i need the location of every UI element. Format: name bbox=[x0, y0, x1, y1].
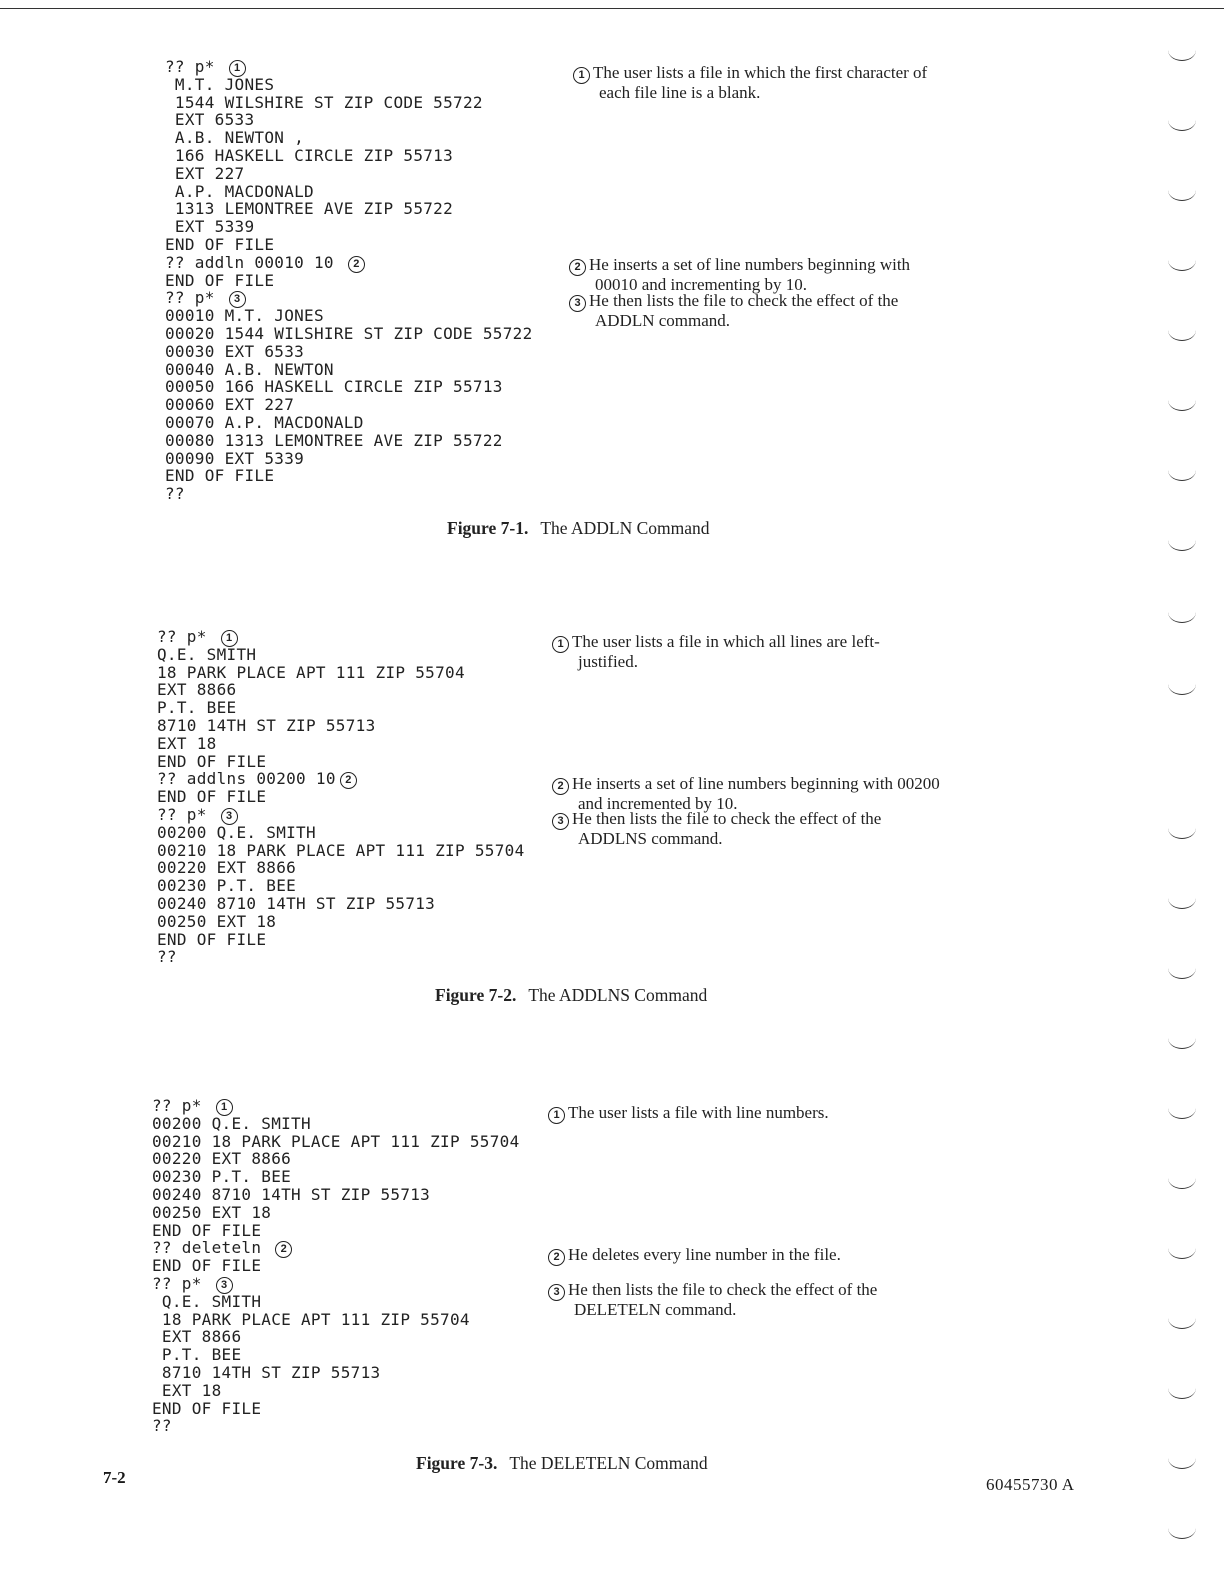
binding-mark bbox=[1168, 468, 1196, 481]
callout-number-badge: 2 bbox=[548, 1249, 565, 1266]
terminal-line bbox=[157, 788, 525, 806]
terminal-line bbox=[152, 1257, 520, 1275]
binding-mark bbox=[1168, 966, 1196, 979]
terminal-listing bbox=[165, 58, 533, 503]
terminal-line bbox=[165, 218, 533, 236]
binding-mark bbox=[1168, 118, 1196, 131]
terminal-line-text: ?? p* bbox=[157, 804, 217, 824]
terminal-line-text: ?? p* bbox=[157, 627, 217, 646]
terminal-line-text: EXT 5339 bbox=[165, 217, 255, 237]
terminal-line bbox=[152, 1168, 520, 1186]
binding-mark bbox=[1168, 1386, 1196, 1399]
terminal-line bbox=[152, 1115, 520, 1133]
terminal-line bbox=[157, 735, 525, 753]
terminal-line bbox=[157, 842, 525, 860]
terminal-line bbox=[165, 307, 533, 325]
callout-number-badge: 1 bbox=[221, 630, 238, 647]
terminal-line bbox=[165, 236, 533, 254]
callout-note-line bbox=[548, 1104, 1048, 1124]
callout-note-text: He deletes every line number in the file. bbox=[568, 1245, 841, 1264]
callout-note-text: justified. bbox=[578, 652, 638, 671]
terminal-line bbox=[157, 628, 525, 646]
terminal-line-text: 00230 P.T. BEE bbox=[152, 1167, 292, 1187]
callout-note-line bbox=[569, 312, 1069, 329]
terminal-line-text: ?? p* bbox=[165, 288, 225, 308]
binding-mark bbox=[1168, 896, 1196, 909]
terminal-line-text: EXT 227 bbox=[165, 163, 245, 183]
binding-mark bbox=[1168, 610, 1196, 623]
terminal-line-text: 00070 A.P. MACDONALD bbox=[165, 412, 364, 432]
terminal-line bbox=[152, 1097, 520, 1115]
terminal-line-text: 00210 18 PARK PLACE APT 111 ZIP 55704 bbox=[157, 840, 525, 860]
binding-mark bbox=[1168, 1176, 1196, 1189]
terminal-line-text: 00220 EXT 8866 bbox=[157, 858, 297, 878]
page-top-rule bbox=[0, 8, 1224, 9]
binding-mark bbox=[1168, 328, 1196, 341]
terminal-line bbox=[165, 165, 533, 183]
terminal-line bbox=[152, 1311, 520, 1329]
binding-mark bbox=[1168, 398, 1196, 411]
terminal-line-text: ?? addln 00010 10 bbox=[165, 252, 344, 272]
terminal-line bbox=[152, 1382, 520, 1400]
terminal-line bbox=[165, 129, 533, 147]
callout-note-text: He inserts a set of line numbers beginning with 00200 bbox=[572, 774, 940, 793]
callout-number-badge: 1 bbox=[573, 67, 590, 84]
terminal-line-text: ?? p* bbox=[165, 57, 225, 76]
binding-mark bbox=[1168, 1036, 1196, 1049]
callout-note-1 bbox=[552, 633, 1052, 670]
terminal-line-text: 00200 Q.E. SMITH bbox=[152, 1113, 311, 1133]
figure-caption-number: Figure 7-1. bbox=[447, 518, 529, 538]
terminal-line bbox=[157, 753, 525, 771]
callout-number-badge: 2 bbox=[552, 778, 569, 795]
callout-note-3 bbox=[569, 292, 1069, 329]
terminal-line-text: ?? bbox=[165, 484, 185, 504]
terminal-line-text: 00250 EXT 18 bbox=[152, 1202, 272, 1222]
callout-note-line bbox=[552, 830, 1052, 847]
binding-mark bbox=[1168, 1526, 1196, 1539]
callout-note-line bbox=[569, 256, 1069, 276]
terminal-line-text: 00250 EXT 18 bbox=[157, 911, 277, 931]
terminal-line-text: 8710 14TH ST ZIP 55713 bbox=[152, 1362, 381, 1382]
terminal-line-text: EXT 18 bbox=[157, 733, 217, 753]
terminal-line bbox=[157, 806, 525, 824]
binding-mark bbox=[1168, 538, 1196, 551]
terminal-line bbox=[152, 1239, 520, 1257]
terminal-line bbox=[152, 1186, 520, 1204]
terminal-line-text: EXT 8866 bbox=[152, 1327, 242, 1347]
terminal-line bbox=[165, 289, 533, 307]
callout-note-text: each file line is a blank. bbox=[599, 83, 761, 102]
terminal-line-text: END OF FILE bbox=[152, 1256, 262, 1276]
terminal-line bbox=[152, 1275, 520, 1293]
callout-number-badge: 2 bbox=[348, 256, 365, 273]
binding-mark bbox=[1168, 1456, 1196, 1469]
binding-mark bbox=[1168, 682, 1196, 695]
terminal-line-text: END OF FILE bbox=[165, 234, 275, 254]
terminal-line bbox=[157, 664, 525, 682]
terminal-line bbox=[157, 859, 525, 877]
callout-note-line bbox=[573, 84, 1073, 101]
terminal-line bbox=[165, 432, 533, 450]
terminal-line-text: ?? deleteln bbox=[152, 1238, 272, 1258]
terminal-line-text: P.T. BEE bbox=[152, 1345, 242, 1365]
callout-number-badge: 3 bbox=[221, 808, 238, 825]
page-number: 7-2 bbox=[103, 1468, 126, 1487]
terminal-line bbox=[157, 948, 525, 966]
callout-number-badge: 2 bbox=[275, 1241, 292, 1258]
callout-note-line bbox=[548, 1281, 1048, 1301]
terminal-line-text: 1544 WILSHIRE ST ZIP CODE 55722 bbox=[165, 92, 483, 112]
callout-note-text: ADDLNS command. bbox=[578, 829, 723, 848]
terminal-line-text: 00080 1313 LEMONTREE AVE ZIP 55722 bbox=[165, 430, 503, 450]
callout-note-text: and incremented by 10. bbox=[578, 794, 738, 813]
binding-mark bbox=[1168, 188, 1196, 201]
binding-mark bbox=[1168, 48, 1196, 61]
callout-note-line bbox=[569, 292, 1069, 312]
terminal-line-text: END OF FILE bbox=[152, 1398, 262, 1418]
callout-number-badge: 2 bbox=[340, 772, 357, 789]
terminal-line-text: M.T. JONES bbox=[165, 74, 275, 94]
terminal-listing bbox=[157, 628, 525, 966]
terminal-line bbox=[152, 1293, 520, 1311]
callout-note-line bbox=[552, 653, 1052, 670]
callout-note-text: He inserts a set of line numbers beginning with bbox=[589, 255, 911, 274]
callout-number-badge: 1 bbox=[552, 636, 569, 653]
terminal-line-text: ?? bbox=[152, 1416, 172, 1436]
terminal-line-text: EXT 6533 bbox=[165, 110, 255, 130]
figure-caption bbox=[435, 985, 707, 1006]
callout-note-line bbox=[548, 1246, 1048, 1266]
terminal-line-text: END OF FILE bbox=[157, 751, 267, 771]
callout-number-badge: 3 bbox=[552, 813, 569, 830]
terminal-line bbox=[157, 877, 525, 895]
terminal-line bbox=[157, 699, 525, 717]
terminal-line-text: 00020 1544 WILSHIRE ST ZIP CODE 55722 bbox=[165, 323, 533, 343]
terminal-line bbox=[152, 1204, 520, 1222]
terminal-line-text: Q.E. SMITH bbox=[157, 644, 257, 664]
terminal-line-text: 00230 P.T. BEE bbox=[157, 876, 297, 896]
terminal-line-text: 00050 166 HASKELL CIRCLE ZIP 55713 bbox=[165, 377, 503, 397]
terminal-line bbox=[165, 200, 533, 218]
binding-mark bbox=[1168, 1106, 1196, 1119]
terminal-line-text: 8710 14TH ST ZIP 55713 bbox=[157, 715, 376, 735]
figure-caption bbox=[447, 518, 710, 539]
terminal-line bbox=[157, 931, 525, 949]
terminal-line-text: END OF FILE bbox=[157, 929, 267, 949]
terminal-line bbox=[152, 1364, 520, 1382]
terminal-line-text: EXT 18 bbox=[152, 1380, 222, 1400]
terminal-line-text: 00060 EXT 227 bbox=[165, 395, 295, 415]
callout-number-badge: 2 bbox=[569, 259, 586, 276]
terminal-line-text: ?? addlns 00200 10 bbox=[157, 769, 336, 789]
terminal-line bbox=[165, 414, 533, 432]
figure-caption-title: The DELETELN Command bbox=[509, 1453, 708, 1473]
binding-mark bbox=[1168, 258, 1196, 271]
terminal-line-text: A.B. NEWTON , bbox=[165, 128, 305, 148]
terminal-line-text: 00090 EXT 5339 bbox=[165, 448, 305, 468]
callout-note-1 bbox=[548, 1104, 1048, 1124]
terminal-line bbox=[165, 325, 533, 343]
callout-note-text: He then lists the file to check the effect of the bbox=[572, 809, 882, 828]
callout-note-text: 00010 and incrementing by 10. bbox=[595, 275, 807, 294]
callout-note-text: ADDLN command. bbox=[595, 311, 731, 330]
terminal-line bbox=[157, 717, 525, 735]
terminal-line-text: 00210 18 PARK PLACE APT 111 ZIP 55704 bbox=[152, 1131, 520, 1151]
terminal-line-text: 00240 8710 14TH ST ZIP 55713 bbox=[157, 893, 436, 913]
terminal-line bbox=[165, 396, 533, 414]
callout-note-3 bbox=[548, 1281, 1048, 1318]
terminal-line-text: END OF FILE bbox=[157, 787, 267, 807]
terminal-line bbox=[157, 824, 525, 842]
terminal-line bbox=[152, 1400, 520, 1418]
terminal-line bbox=[157, 646, 525, 664]
terminal-line bbox=[165, 58, 533, 76]
callout-note-2 bbox=[548, 1246, 1048, 1266]
terminal-line bbox=[165, 94, 533, 112]
callout-note-text: DELETELN command. bbox=[574, 1300, 737, 1319]
callout-note-line bbox=[573, 64, 1073, 84]
terminal-line-text: END OF FILE bbox=[165, 270, 275, 290]
callout-number-badge: 3 bbox=[216, 1277, 233, 1294]
terminal-line bbox=[157, 913, 525, 931]
terminal-line bbox=[152, 1150, 520, 1168]
terminal-line-text: ?? p* bbox=[152, 1273, 212, 1293]
terminal-line bbox=[152, 1133, 520, 1151]
callout-note-line bbox=[552, 810, 1052, 830]
callout-note-text: The user lists a file in which all lines are left- bbox=[572, 632, 880, 651]
figure-caption-number: Figure 7-3. bbox=[416, 1453, 498, 1473]
terminal-line bbox=[165, 111, 533, 129]
callout-number-badge: 3 bbox=[548, 1284, 565, 1301]
terminal-line-text: 00200 Q.E. SMITH bbox=[157, 822, 316, 842]
callout-note-3 bbox=[552, 810, 1052, 847]
terminal-line-text: END OF FILE bbox=[152, 1220, 262, 1240]
binding-mark bbox=[1168, 826, 1196, 839]
terminal-line-text: EXT 8866 bbox=[157, 680, 237, 700]
callout-number-badge: 1 bbox=[216, 1099, 233, 1116]
terminal-line bbox=[157, 895, 525, 913]
terminal-line bbox=[165, 183, 533, 201]
terminal-line bbox=[165, 343, 533, 361]
terminal-line bbox=[157, 770, 525, 788]
terminal-line bbox=[165, 378, 533, 396]
callout-number-badge: 3 bbox=[229, 291, 246, 308]
callout-note-text: He then lists the file to check the effect of the bbox=[589, 291, 899, 310]
binding-mark bbox=[1168, 1316, 1196, 1329]
terminal-line-text: P.T. BEE bbox=[157, 698, 237, 718]
terminal-line bbox=[165, 450, 533, 468]
document-number: 60455730 A bbox=[986, 1475, 1075, 1494]
figure-caption-number: Figure 7-2. bbox=[435, 985, 517, 1005]
callout-note-text: The user lists a file in which the first character of bbox=[593, 63, 928, 82]
callout-number-badge: 3 bbox=[569, 295, 586, 312]
terminal-line-text: 18 PARK PLACE APT 111 ZIP 55704 bbox=[157, 662, 465, 682]
terminal-line-text: 00220 EXT 8866 bbox=[152, 1149, 292, 1169]
callout-number-badge: 1 bbox=[548, 1107, 565, 1124]
terminal-line-text: END OF FILE bbox=[165, 466, 275, 486]
terminal-line bbox=[157, 681, 525, 699]
callout-note-line bbox=[552, 775, 1052, 795]
figure-caption bbox=[416, 1453, 708, 1474]
callout-note-text: The user lists a file with line numbers. bbox=[568, 1103, 829, 1122]
terminal-line-text: 1313 LEMONTREE AVE ZIP 55722 bbox=[165, 199, 454, 219]
terminal-line-text: Q.E. SMITH bbox=[152, 1291, 262, 1311]
callout-number-badge: 1 bbox=[229, 60, 246, 77]
terminal-line bbox=[152, 1346, 520, 1364]
terminal-line-text: 00240 8710 14TH ST ZIP 55713 bbox=[152, 1184, 431, 1204]
callout-note-text: He then lists the file to check the effect of the bbox=[568, 1280, 878, 1299]
figure-caption-title: The ADDLN Command bbox=[540, 518, 710, 538]
terminal-line bbox=[165, 361, 533, 379]
terminal-listing bbox=[152, 1097, 520, 1435]
terminal-line bbox=[152, 1328, 520, 1346]
callout-note-1 bbox=[573, 64, 1073, 101]
terminal-line-text: 166 HASKELL CIRCLE ZIP 55713 bbox=[165, 145, 454, 165]
terminal-line-text: 18 PARK PLACE APT 111 ZIP 55704 bbox=[152, 1309, 470, 1329]
terminal-line bbox=[165, 272, 533, 290]
terminal-line-text: 00040 A.B. NEWTON bbox=[165, 359, 334, 379]
terminal-line-text: ?? bbox=[157, 947, 177, 967]
terminal-line-text: A.P. MACDONALD bbox=[165, 181, 314, 201]
terminal-line bbox=[165, 147, 533, 165]
terminal-line bbox=[165, 254, 533, 272]
terminal-line-text: 00010 M.T. JONES bbox=[165, 306, 324, 326]
terminal-line-text: 00030 EXT 6533 bbox=[165, 341, 305, 361]
callout-note-2 bbox=[569, 256, 1069, 293]
terminal-line bbox=[165, 76, 533, 94]
callout-note-line bbox=[552, 633, 1052, 653]
terminal-line-text: ?? p* bbox=[152, 1096, 212, 1115]
terminal-line bbox=[152, 1222, 520, 1240]
terminal-line bbox=[165, 485, 533, 503]
binding-mark bbox=[1168, 1246, 1196, 1259]
callout-note-2 bbox=[552, 775, 1052, 812]
terminal-line bbox=[165, 467, 533, 485]
callout-note-line bbox=[548, 1301, 1048, 1318]
figure-caption-title: The ADDLNS Command bbox=[528, 985, 708, 1005]
terminal-line bbox=[152, 1417, 520, 1435]
